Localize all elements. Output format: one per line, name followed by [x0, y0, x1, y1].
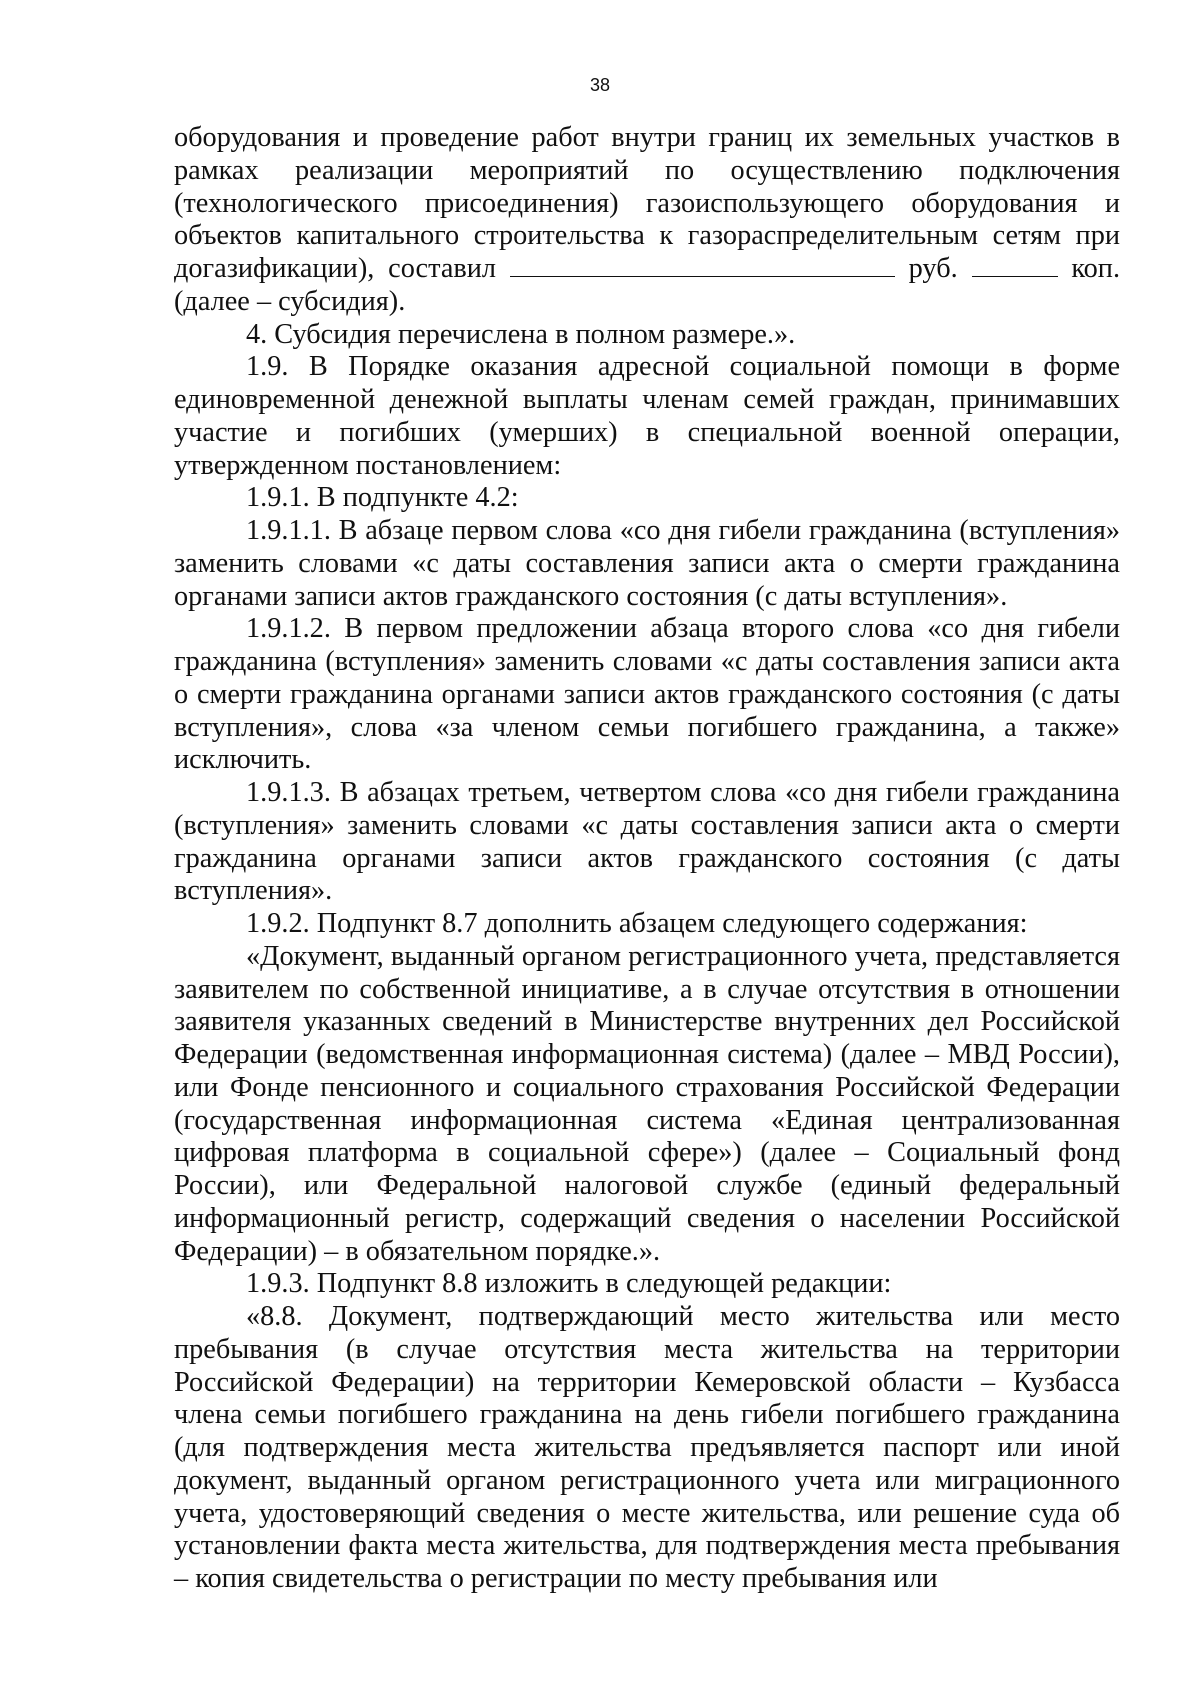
kop-label: коп.	[1071, 253, 1121, 284]
paragraph-1-9-1-3: 1.9.1.3. В абзацах третьем, четвертом слова «со дня гибели гражданина (вступления» заменить словами «с даты составления записи акта о смерти гражданина органами записи актов гражданского состояния (с даты вступления».	[174, 777, 1120, 907]
paragraph-1-9-2: 1.9.2. Подпункт 8.7 дополнить абзацем следующего содержания:	[246, 908, 1028, 939]
blank-rub-line	[510, 275, 895, 277]
page-number: 38	[589, 75, 611, 95]
paragraph-8-8: «8.8. Документ, подтверждающий место жительства или место пребывания (в случае отсутствия места жительства на территории Российской Федерации) на территории Кемеровской области – Кузбасса члена семьи погибшего гражданина на день гибели погибшего гражданина (для подтверждения места жительства предъявляется паспорт или иной документ, выданный органом регистрационного учета или миграционного учета, удостоверяющий сведения о месте жительства, или решение суда об установлении факта места жительства, для подтверждения места пребывания – копия свидетельства о регистрации по месту пребывания или	[174, 1301, 1120, 1594]
paragraph-subsidy-equipment	[174, 122, 1120, 319]
subsidy-definition: (далее – субсидия).	[174, 285, 406, 317]
document-body	[174, 122, 1120, 1596]
blank-kop-line	[972, 275, 1058, 277]
paragraph-1-9-1: 1.9.1. В подпункте 4.2:	[246, 482, 519, 514]
paragraph-1-9: 1.9. В Порядке оказания адресной социальной помощи в форме единовременной денежной выплаты членам семей граждан, принимавших участие и погибших (умерших) в специальной военной операции, утвержденном постановлением:	[174, 351, 1120, 481]
paragraph-subsidy-text: оборудования и проведение работ внутри границ их земельных участков в рамках реализации мероприятий по осуществлению подключения (технологического присоединения) газоиспользующего оборудования и объектов капитального строительства к газораспределительным сетям при догазификации), составил	[174, 122, 1120, 284]
paragraph-1-9-3: 1.9.3. Подпункт 8.8 изложить в следующей редакции:	[246, 1268, 892, 1300]
rub-label: руб.	[908, 253, 958, 284]
paragraph-1-9-1-2: 1.9.1.2. В первом предложении абзаца второго слова «со дня гибели гражданина (вступления» заменить словами «с даты составления записи акта о смерти гражданина органами записи актов гражданского состояния (с даты вступления», слова «за членом семьи погибшего гражданина, а также» исключить.	[174, 613, 1120, 776]
paragraph-document-registration: «Документ, выданный органом регистрационного учета, представляется заявителем по собственной инициативе, а в случае отсутствия в отношении заявителя указанных сведений в Министерстве внутренних дел Российской Федерации (ведомственная информационная система) (далее – МВД России), или Фонде пенсионного и социального страхования Российской Федерации (государственная информационная система «Единая централизованная цифровая платформа в социальной сфере») (далее – Социальный фонд России), или Федеральной налоговой службе (единый федеральный информационный регистр, содержащий сведения о населении Российской Федерации) – в обязательном порядке.».	[174, 940, 1120, 1267]
paragraph-subsidy-transferred: 4. Субсидия перечислена в полном размере.».	[246, 318, 796, 350]
paragraph-1-9-1-1: 1.9.1.1. В абзаце первом слова «со дня гибели гражданина (вступления» заменить словами «с даты составления записи акта о смерти гражданина органами записи актов гражданского состояния (с даты вступления».	[174, 515, 1120, 612]
